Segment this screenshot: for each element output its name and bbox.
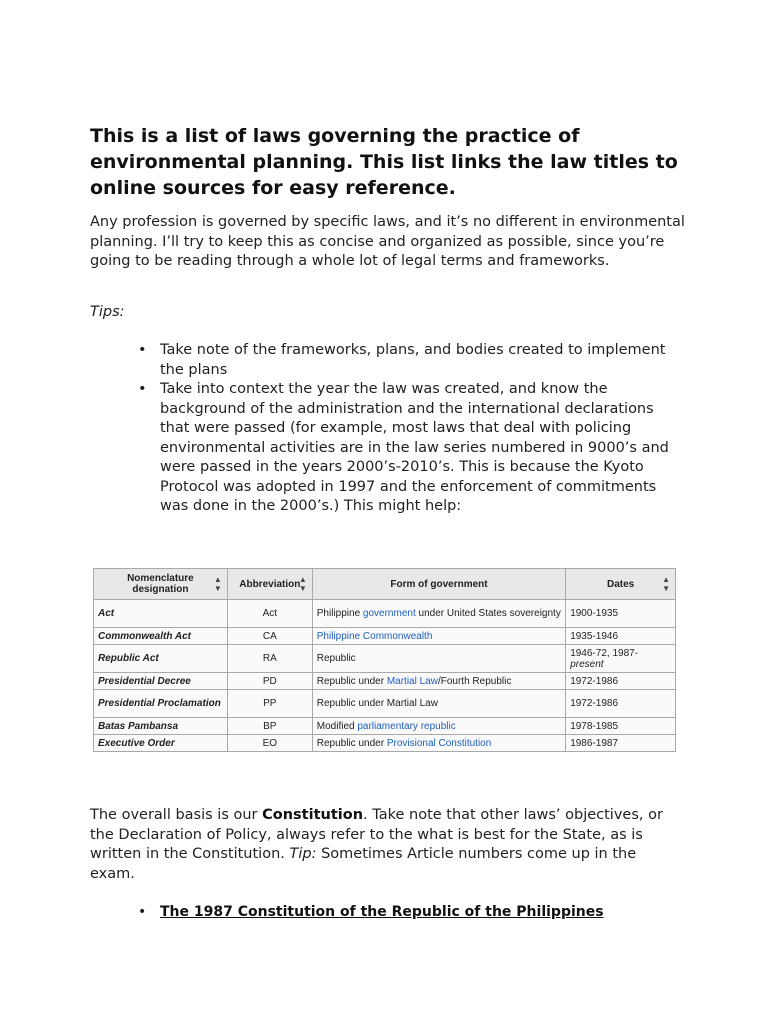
cell-abbreviation: BP [227,718,312,735]
list-item [138,902,604,922]
header-abbreviation[interactable]: Abbreviation ▲ ▼ [227,569,312,600]
government-link[interactable]: Philippine Commonwealth [316,630,433,642]
cell-abbreviation: PD [227,673,312,690]
cell-abbreviation: Act [227,600,312,628]
cell-nomenclature: Commonwealth Act [94,628,228,645]
constitution-paragraph: The overall basis is our Constitution. Take note that other laws’ objectives, or the Declaration of Policy, always refer to the what is best for the State, as is written in the Constitution. Tip: Sometimes Article numbers come up in the exam. [90,807,663,882]
government-link[interactable]: parliamentary republic [357,720,456,732]
sort-arrows-icon[interactable]: ▲ ▼ [298,575,307,593]
cell-form-of-government: Republic under Martial Law/Fourth Republic [312,673,565,690]
page-heading: This is a list of laws governing the practice of environmental planning. This list links the law titles to online sources for easy reference. [90,125,678,199]
cell-form-of-government: Republic under Martial Law [312,690,565,718]
tip-item: • Take note of the frameworks, plans, and bodies created to implement the plans [138,341,678,380]
cell-nomenclature: Presidential Proclamation [94,690,228,718]
header-form-of-government: Form of government [312,569,565,600]
cell-dates: 1946-72, 1987- present [566,645,676,673]
cell-form-of-government [312,628,565,645]
cell-nomenclature: Presidential Decree [94,673,228,690]
constitution-link[interactable]: The 1987 Constitution of the Republic of the Philippines [160,904,604,920]
government-link[interactable]: government [362,608,416,619]
nomenclature-table-image [93,568,676,752]
cell-dates: 1986-1987 [566,735,676,752]
nomenclature-table [93,568,676,752]
table-header-row [94,569,676,600]
government-link[interactable]: Provisional Constitution [386,737,492,749]
table-row [94,735,676,752]
cell-nomenclature: Batas Pambansa [94,718,228,735]
sort-arrows-icon[interactable]: ▲ ▼ [213,575,222,593]
cell-dates: 1972-1986 [566,690,676,718]
cell-dates: 1935-1946 [566,628,676,645]
table-body [94,600,676,752]
cell-abbreviation: PP [227,690,312,718]
cell-form-of-government: Republic under Provisional Constitution [312,735,565,752]
cell-form-of-government: Modified parliamentary republic [312,718,565,735]
cell-form-of-government: Philippine government under United States sovereignty [312,600,565,628]
tip-italic: Tip: [289,846,317,862]
cell-nomenclature: Act [94,600,228,628]
header-dates[interactable]: Dates ▲ ▼ [566,569,676,600]
table-row [94,718,676,735]
cell-nomenclature: Executive Order [94,735,228,752]
table-row [94,690,676,718]
header-nomenclature[interactable]: Nomenclature designation ▲ ▼ [94,569,228,600]
constitution-list [138,902,604,922]
intro-paragraph: Any profession is governed by specific laws, and it’s no different in environmental planning. I’ll try to keep this as concise and organized as possible, since you’re going to be reading through a whole lot of legal terms and frameworks. [90,214,685,269]
tip-item: • Take into context the year the law was created, and know the background of the administration and the international declarations that were passed (for example, most laws that deal with policing environmental activities are in the law series numbered in 9000’s and were passed in the years 2000’s-2010’s. This is because the Kyoto Protocol was adopted in 1997 and the enforcement of commitments was done in the 2000’s.) This might help: [138,380,678,517]
government-link[interactable]: Martial Law [386,675,438,687]
table-row [94,673,676,690]
cell-abbreviation: EO [227,735,312,752]
cell-dates: 1900-1935 [566,600,676,628]
cell-form-of-government: Republic [312,645,565,673]
cell-dates: 1978-1985 [566,718,676,735]
tips-list [138,341,678,517]
cell-abbreviation: RA [227,645,312,673]
table-row [94,645,676,673]
cell-nomenclature: Republic Act [94,645,228,673]
sort-arrows-icon[interactable]: ▲ ▼ [662,575,670,593]
tips-label: Tips: [90,304,125,320]
cell-dates: 1972-1986 [566,673,676,690]
table-row [94,600,676,628]
cell-abbreviation: CA [227,628,312,645]
constitution-bold: Constitution [262,807,364,823]
table-row [94,628,676,645]
